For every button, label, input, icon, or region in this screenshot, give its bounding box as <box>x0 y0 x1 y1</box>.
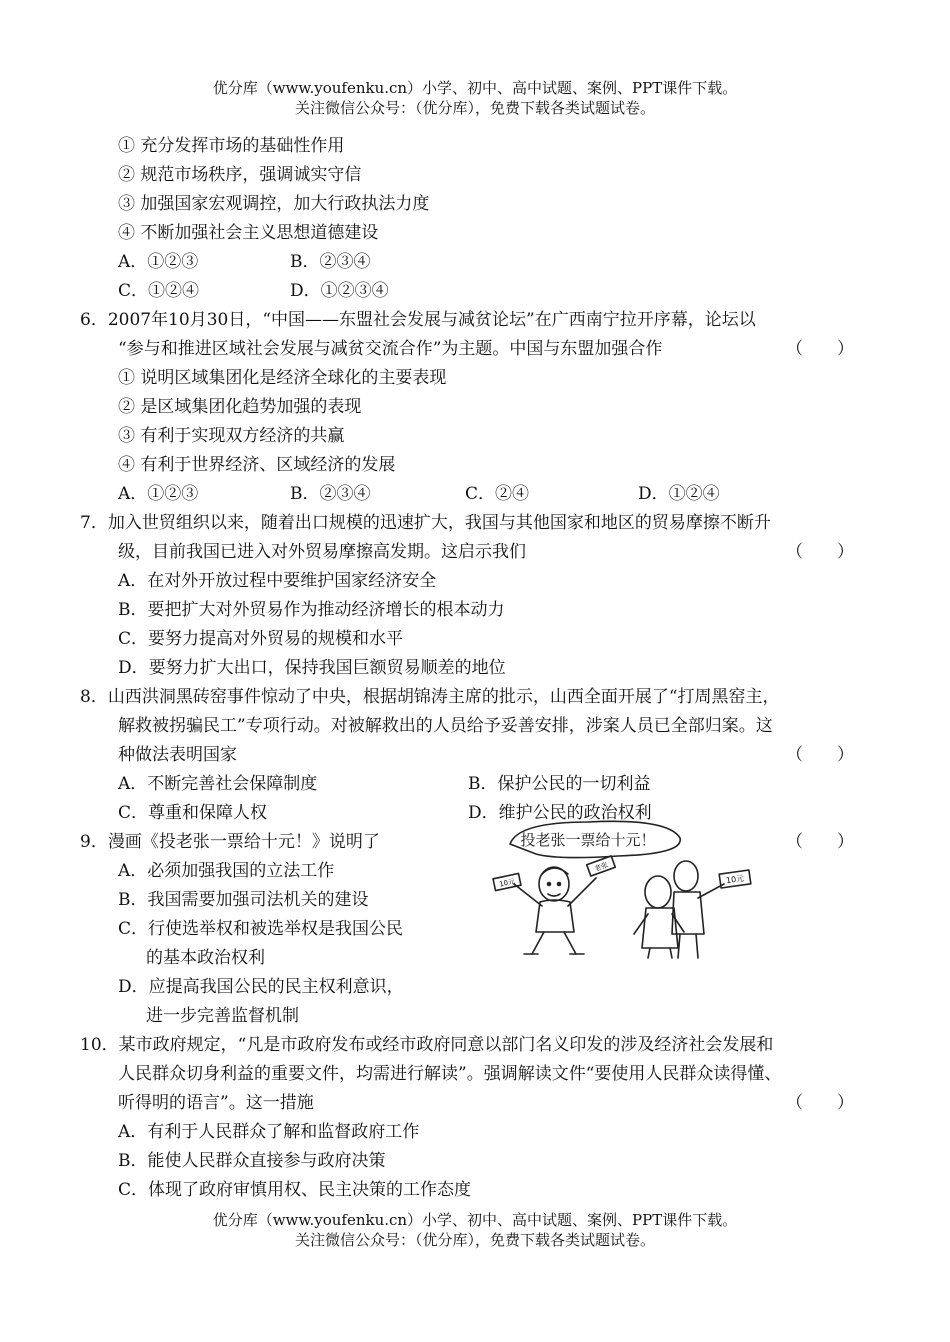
q5-option-a[interactable]: A．①②③ <box>118 252 199 272</box>
cartoon-note-left: 10元 <box>498 877 516 889</box>
q10-stem-line-2: 人民群众切身利益的重要文件，均需进行解读”。强调解读文件“要使用人民群众读得懂、 <box>118 1064 782 1084</box>
q5-option-b[interactable]: B．②③④ <box>290 252 371 272</box>
q6-option-b[interactable]: B．②③④ <box>290 484 371 504</box>
q6-option-a[interactable]: A．①②③ <box>118 484 199 504</box>
q10-stem-line-1: 10．某市政府规定，“凡是市政府发布或经市政府同意以部门名义印发的涉及经济社会发展和 <box>80 1035 774 1055</box>
right-man-body <box>672 892 704 934</box>
footer-line-1: 优分库（www.youfenku.cn）小学、初中、高中试题、案例、PPT课件下载。 <box>212 1211 738 1229</box>
vote-buying-cartoon <box>488 814 760 960</box>
q10-stem-line-3: 听得明的语言”。这一措施 <box>118 1093 314 1113</box>
q7-stem-line-1: 7．加入世贸组织以来，随着出口规模的迅速扩大，我国与其他国家和地区的贸易摩擦不断升 <box>80 513 771 533</box>
q8-option-c[interactable]: C．尊重和保障人权 <box>118 803 268 823</box>
q6-stem-line-2: “参与和推进区域社会发展与减贫交流合作”为主题。中国与东盟加强合作 <box>118 339 663 359</box>
q5-option-d[interactable]: D．①②③④ <box>290 281 389 301</box>
q10-option-b[interactable]: B．能使人民群众直接参与政府决策 <box>118 1151 386 1171</box>
q6-answer-blank[interactable]: （ ） <box>786 339 854 359</box>
q10-option-a[interactable]: A．有利于人民群众了解和监督政府工作 <box>118 1122 420 1142</box>
q6-statement-3: ③ 有利于实现双方经济的共赢 <box>118 426 345 446</box>
q9-option-d[interactable]: D．应提高我国公民的民主权利意识， <box>118 977 404 997</box>
q7-option-d[interactable]: D．要努力扩大出口，保持我国巨额贸易顺差的地位 <box>118 658 506 678</box>
q6-option-d[interactable]: D．①②④ <box>638 484 720 504</box>
q8-stem-line-3: 种做法表明国家 <box>118 745 237 765</box>
q9-option-d-cont: 进一步完善监督机制 <box>146 1006 299 1026</box>
right-man-head <box>674 861 698 891</box>
header-line-1: 优分库（www.youfenku.cn）小学、初中、高中试题、案例、PPT课件下载。 <box>212 79 738 97</box>
q5-option-c[interactable]: C．①②④ <box>118 281 200 301</box>
q7-answer-blank[interactable]: （ ） <box>786 542 854 562</box>
q7-option-b[interactable]: B．要把扩大对外贸易作为推动经济增长的根本动力 <box>118 600 505 620</box>
q6-option-c[interactable]: C．②④ <box>465 484 530 504</box>
q7-option-a[interactable]: A．在对外开放过程中要维护国家经济安全 <box>118 571 437 591</box>
q9-stem-line-1: 9．漫画《投老张一票给十元！》说明了 <box>80 832 380 852</box>
q10-answer-blank[interactable]: （ ） <box>786 1093 854 1113</box>
q8-option-a[interactable]: A．不断完善社会保障制度 <box>118 774 318 794</box>
q6-statement-4: ④ 有利于世界经济、区域经济的发展 <box>118 455 396 475</box>
cartoon-sign: 老张 <box>593 860 610 874</box>
q9-answer-blank[interactable]: （ ） <box>786 832 854 852</box>
q7-stem-line-2: 级，目前我国已进入对外贸易摩擦高发期。这启示我们 <box>118 542 526 562</box>
middle-man-head <box>645 876 671 908</box>
q9-option-c[interactable]: C．行使选举权和被选举权是我国公民 <box>118 919 404 939</box>
q5-statement-3: ③ 加强国家宏观调控，加大行政执法力度 <box>118 194 430 214</box>
q5-statement-2: ② 规范市场秩序，强调诚实守信 <box>118 165 362 185</box>
q7-option-c[interactable]: C．要努力提高对外贸易的规模和水平 <box>118 629 404 649</box>
q9-option-b[interactable]: B．我国需要加强司法机关的建设 <box>118 890 369 910</box>
q5-statement-4: ④ 不断加强社会主义思想道德建设 <box>118 223 379 243</box>
q10-option-c[interactable]: C．体现了政府审慎用权、民主决策的工作态度 <box>118 1180 472 1200</box>
q8-stem-line-2: 解救被拐骗民工”专项行动。对被解救出的人员给予妥善安排，涉案人员已全部归案。这 <box>118 716 773 736</box>
cartoon-note-right: 10元 <box>725 873 745 886</box>
q8-option-d[interactable]: D．维护公民的政治权利 <box>468 803 652 823</box>
header-line-2: 关注微信公众号：（优分库），免费下载各类试题试卷。 <box>294 99 655 117</box>
cartoon-caption: 投老张一票给十元！ <box>520 831 656 849</box>
q5-statement-1: ① 充分发挥市场的基础性作用 <box>118 136 345 156</box>
q8-option-b[interactable]: B．保护公民的一切利益 <box>468 774 651 794</box>
q6-statement-2: ② 是区域集团化趋势加强的表现 <box>118 397 362 417</box>
q6-stem-line-1: 6．2007年10月30日，“中国——东盟社会发展与减贫论坛”在广西南宁拉开序幕，论坛以 <box>80 310 756 330</box>
footer-line-2: 关注微信公众号：（优分库），免费下载各类试题试卷。 <box>294 1231 655 1249</box>
q8-answer-blank[interactable]: （ ） <box>786 745 854 765</box>
q6-statement-1: ① 说明区域集团化是经济全球化的主要表现 <box>118 368 447 388</box>
q9-option-c-cont: 的基本政治权利 <box>146 948 265 968</box>
page-header <box>0 78 950 118</box>
q9-option-a[interactable]: A．必须加强我国的立法工作 <box>118 861 335 881</box>
q8-stem-line-1: 8．山西洪洞黑砖窑事件惊动了中央，根据胡锦涛主席的批示，山西全面开展了“打周黑窑主， <box>80 687 780 707</box>
page-footer <box>0 1210 950 1250</box>
